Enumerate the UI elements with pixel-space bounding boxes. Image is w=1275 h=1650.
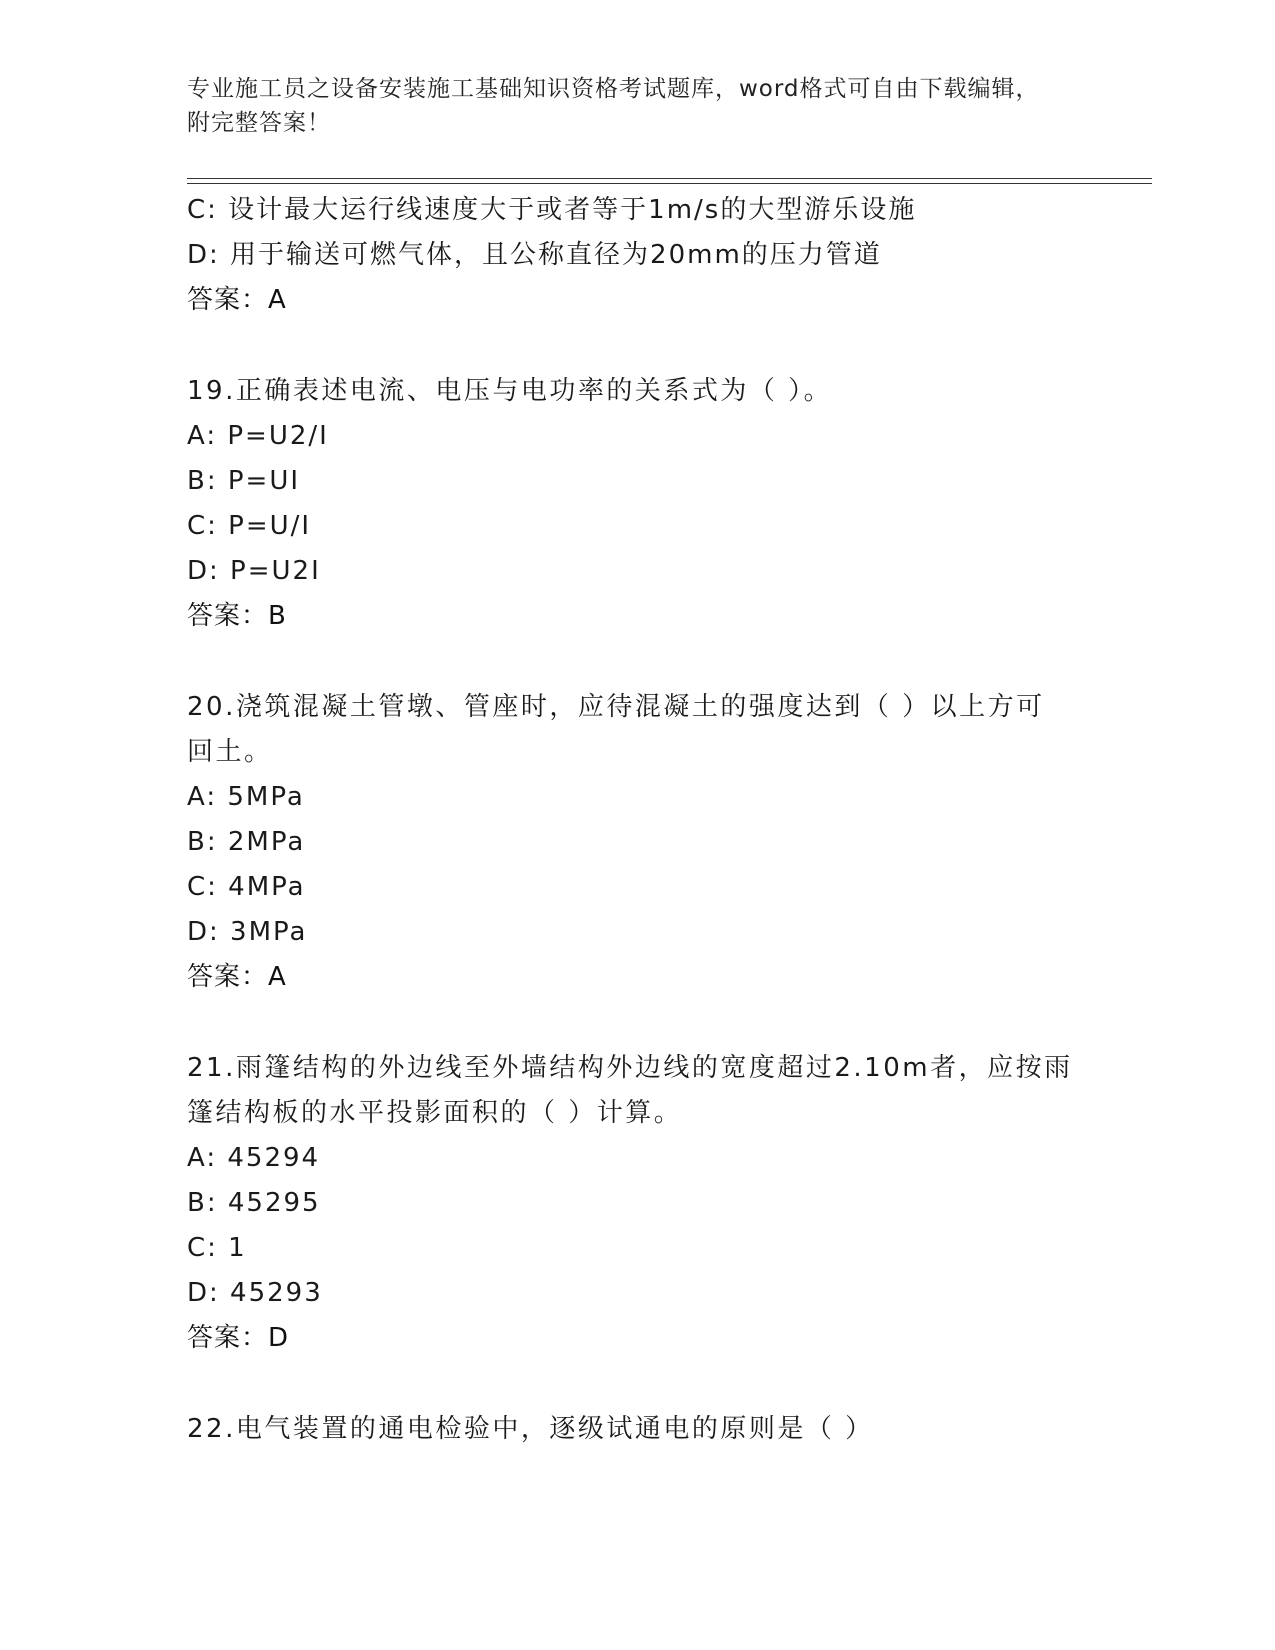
document-header [187, 72, 1087, 140]
option-b: B: 2MPa [187, 827, 306, 857]
option-d: D: 用于输送可燃气体，且公称直径为20mm的压力管道 [187, 240, 882, 270]
question-text: 19.正确表述电流、电压与电功率的关系式为（ ）。 [187, 376, 833, 406]
option-c: C: 4MPa [187, 872, 306, 902]
option-b: B: 45295 [187, 1188, 321, 1218]
header-rule-bottom [187, 183, 1152, 184]
question-text-line-2: 篷结构板的水平投影面积的（ ）计算。 [187, 1098, 683, 1128]
question-text-line-1: 21.雨篷结构的外边线至外墙结构外边线的宽度超过2.10m者，应按雨 [187, 1053, 1073, 1083]
answer: 答案：D [187, 1323, 290, 1353]
header-line-1: 专业施工员之设备安装施工基础知识资格考试题库，word格式可自由下载编辑， [187, 76, 1040, 102]
option-a: A: 45294 [187, 1143, 321, 1173]
answer: 答案：A [187, 285, 287, 315]
question-list [187, 188, 1087, 1452]
option-a: A: 5MPa [187, 782, 305, 812]
option-d: D: 3MPa [187, 917, 308, 947]
option-d: D: P=U2I [187, 556, 321, 586]
question-text-line-1: 20.浇筑混凝土管墩、管座时，应待混凝土的强度达到（ ）以上方可 [187, 692, 1045, 722]
header-line-2: 附完整答案！ [187, 110, 331, 136]
question-19 [187, 369, 1087, 639]
answer: 答案：B [187, 601, 287, 631]
question-18-tail [187, 188, 1087, 323]
option-a: A: P=U2/I [187, 421, 329, 451]
answer: 答案：A [187, 962, 287, 992]
question-text: 22.电气装置的通电检验中，逐级试通电的原则是（ ） [187, 1414, 874, 1444]
question-text-line-2: 回土。 [187, 737, 273, 767]
question-22 [187, 1407, 1087, 1452]
option-c: C: 设计最大运行线速度大于或者等于1m/s的大型游乐设施 [187, 195, 917, 225]
option-c: C: 1 [187, 1233, 247, 1263]
header-rule-top [187, 178, 1152, 179]
question-20 [187, 685, 1087, 1000]
option-b: B: P=UI [187, 466, 301, 496]
option-d: D: 45293 [187, 1278, 323, 1308]
option-c: C: P=U/I [187, 511, 312, 541]
question-21 [187, 1046, 1087, 1361]
